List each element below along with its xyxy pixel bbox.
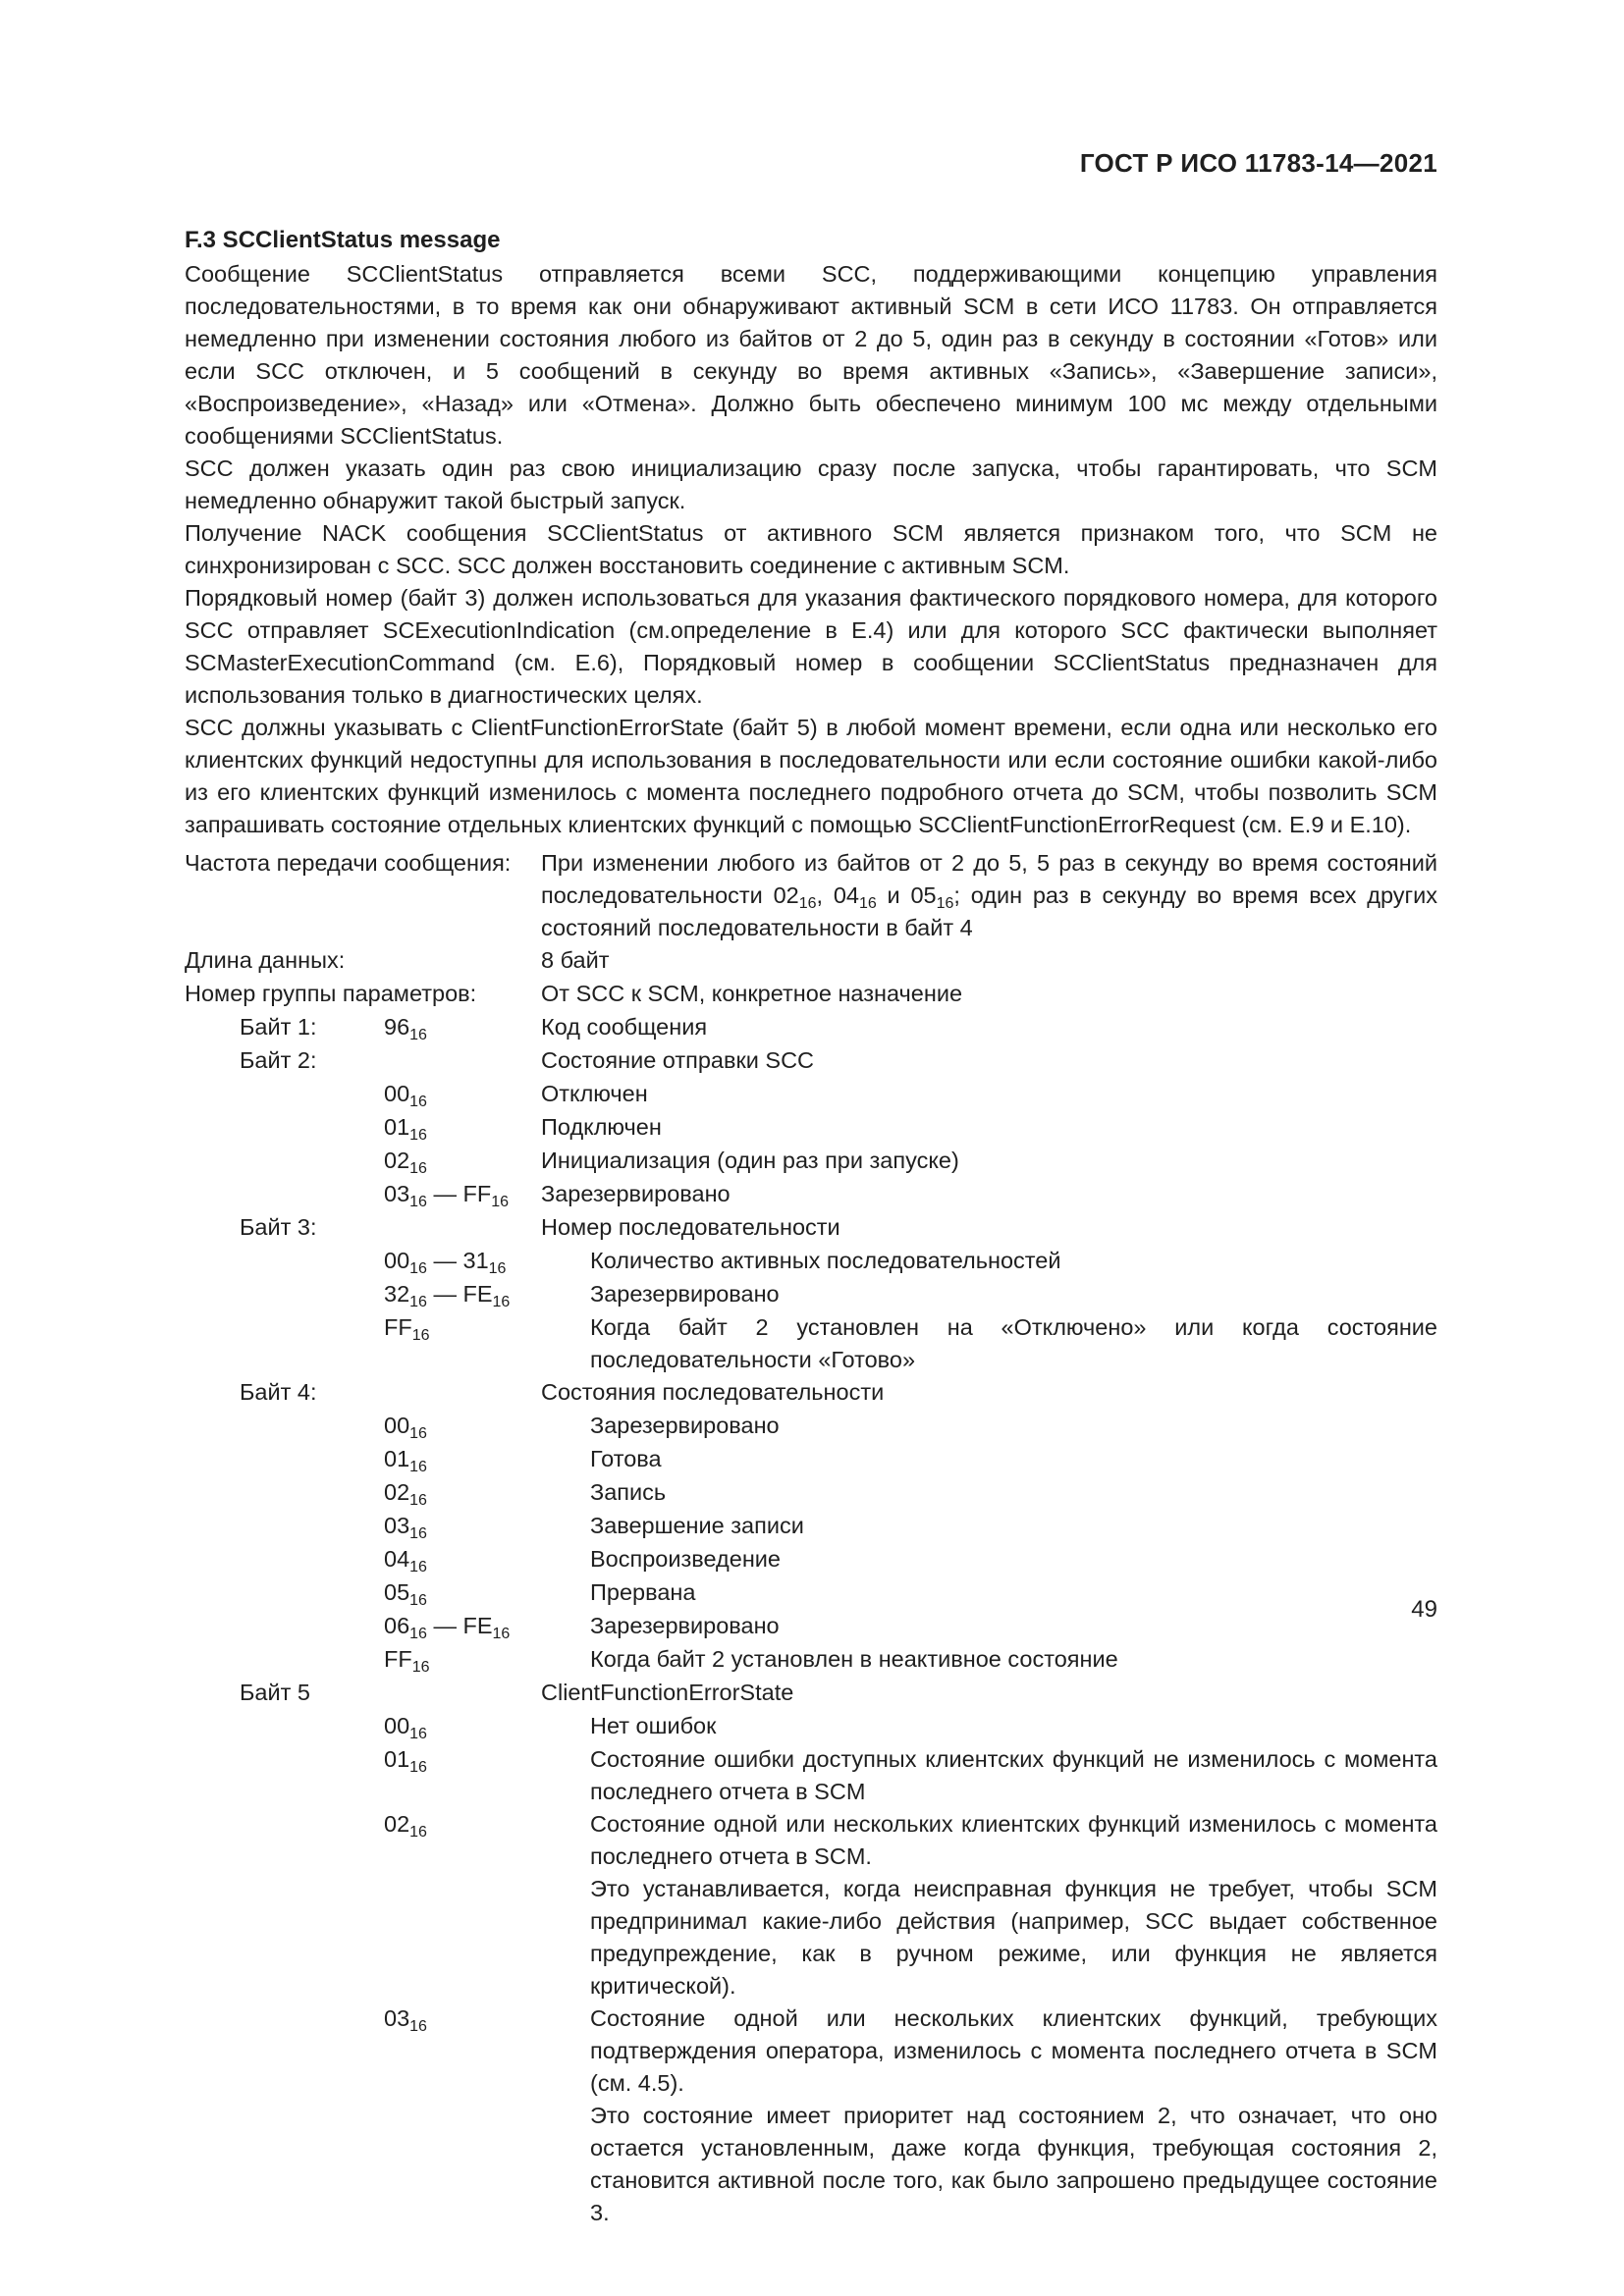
- byte5-row: [185, 1677, 1437, 1710]
- byte1-code: $96_{16}$: [384, 1014, 427, 1043]
- byte2-row: [185, 1044, 1437, 1078]
- byte4-row: [185, 1376, 1437, 1410]
- byte2-title: Состояние отправки SCC: [541, 1047, 815, 1073]
- byte5-value: Нет ошибок: [590, 1713, 717, 1738]
- byte3-code: $FF_{16}$: [384, 1314, 430, 1344]
- byte4-value: Запись: [590, 1479, 667, 1505]
- byte5-title: ClientFunctionErrorState: [541, 1680, 794, 1705]
- byte2-code-range: $03_{16}$ — $FF_{16}$: [384, 1181, 510, 1210]
- byte4-item: [185, 1643, 1437, 1677]
- section-title: F.3 SCClientStatus message: [185, 227, 501, 253]
- byte5-item: [185, 2002, 1437, 2229]
- byte4-value: Завершение записи: [590, 1513, 804, 1538]
- byte4-title: Состояния последовательности: [541, 1379, 885, 1405]
- page-number: 49: [1411, 1596, 1437, 1623]
- byte2-code: $02_{16}$: [384, 1148, 427, 1177]
- paragraph-1-text: Сообщение SCClientStatus отправляется всеми SCC, поддерживающими концепцию управления последовательностями, в то время как они обнаруживают активный SCM в сети ИСО 11783. Он отправляется немедленно при изменении состояния любого из байтов от 2 до 5, один раз в секунду в состоянии «Готов» или если SCC отключен, и 5 сообщений в секунду во время активных «Запись», «Завершение записи», «Воспроизведение», «Назад» или «Отмена». Должно быть обеспечено минимум 100 мс между отдельными сообщениями SCClientStatus.: [185, 261, 1437, 449]
- byte2-item: [185, 1178, 1437, 1211]
- byte2-value: Отключен: [541, 1081, 648, 1106]
- byte4-code: $01_{16}$: [384, 1446, 427, 1475]
- paragraph-2-text: SCC должен указать один раз свою инициализацию сразу после запуска, чтобы гарантировать, что SCM немедленно обнаружит такой быстрый запуск.: [185, 455, 1437, 513]
- byte3-title: Номер последовательности: [541, 1214, 840, 1240]
- byte4-value: Зарезервировано: [590, 1413, 780, 1438]
- byte4-label: Байт 4:: [240, 1379, 317, 1405]
- paragraph-4: [185, 582, 1437, 712]
- byte5-item: [185, 1710, 1437, 1743]
- byte2-label: Байт 2:: [240, 1047, 317, 1073]
- byte4-value: Готова: [590, 1446, 662, 1471]
- byte1-row: [185, 1011, 1437, 1044]
- paragraph-2: [185, 453, 1437, 517]
- byte3-value: Количество активных последовательностей: [590, 1248, 1061, 1273]
- byte4-item: [185, 1443, 1437, 1476]
- byte2-code: $00_{16}$: [384, 1081, 427, 1110]
- byte5-code: $00_{16}$: [384, 1713, 427, 1742]
- byte3-value: Когда байт 2 установлен на «Отключено» или когда состояние последовательности «Готово»: [590, 1314, 1437, 1372]
- byte3-item: [185, 1278, 1437, 1311]
- byte4-item: [185, 1610, 1437, 1643]
- byte4-item: [185, 1543, 1437, 1576]
- paragraph-4-text: Порядковый номер (байт 3) должен использоваться для указания фактического порядкового номера, для которого SCC отправляет SCExecutionIndication (см.определение в E.4) или для которого SCC фактически выполняет SCMasterExecutionCommand (см. E.6), Порядковый номер в сообщении SCClientStatus предназначен для использования только в диагностических целях.: [185, 585, 1437, 708]
- byte2-item: [185, 1078, 1437, 1111]
- paragraph-5: [185, 712, 1437, 841]
- byte3-code-range: $00_{16}$ — $31_{16}$: [384, 1248, 507, 1277]
- byte5-value: Состояние одной или нескольких клиентских функций изменилось с момента последнего отчета в SCM.: [590, 1811, 1437, 1869]
- byte5-value: Состояние одной или нескольких клиентских функций, требующих подтверждения оператора, изменилось с момента последнего отчета в SCM (см. 4.5).: [590, 2005, 1437, 2096]
- byte2-value: Подключен: [541, 1114, 662, 1140]
- byte4-code: $03_{16}$: [384, 1513, 427, 1542]
- byte4-value: Воспроизведение: [590, 1546, 781, 1572]
- byte5-code: $02_{16}$: [384, 1811, 427, 1841]
- document-id-header: ГОСТ Р ИСО 11783-14—2021: [1079, 148, 1437, 178]
- data-length-row: [185, 944, 1437, 978]
- byte1-value: Код сообщения: [541, 1014, 708, 1040]
- data-length-value: 8 байт: [541, 947, 610, 973]
- tx-rate-row: [185, 847, 1437, 944]
- byte5-code: $01_{16}$: [384, 1746, 427, 1776]
- paragraph-5-text: SCC должны указывать с ClientFunctionErrorState (байт 5) в любой момент времени, если одна или несколько его клиентских функций недоступны для использования в последовательности или если состояние ошибки какой-либо из его клиентских функций изменилось с момента последнего подробного отчета до SCM, чтобы позволить SCM запрашивать состояние отдельных клиентских функций с помощью SCClientFunctionErrorRequest (см. E.9 и E.10).: [185, 715, 1437, 837]
- tx-rate-value: При изменении любого из байтов от 2 до 5, 5 раз в секунду во время состояний последовательности $02_{16}$, $04_{16}$ и $05_{16}$; один раз в секунду во время всех других состояний последовательности в байт 4: [541, 850, 1437, 940]
- pgn-row: [185, 978, 1437, 1011]
- byte4-item: [185, 1510, 1437, 1543]
- byte2-code: $01_{16}$: [384, 1114, 427, 1144]
- byte3-item: [185, 1245, 1437, 1278]
- byte4-code-range: $06_{16}$ — $FE_{16}$: [384, 1613, 511, 1642]
- byte5-note: Это состояние имеет приоритет над состоянием 2, что означает, что оно остается установленным, даже когда функция, требующая состояния 2, становится активной после того, как было запрошено предыдущее состояние 3.: [590, 2103, 1437, 2225]
- byte4-code: $05_{16}$: [384, 1579, 427, 1609]
- paragraph-1: [185, 258, 1437, 453]
- byte1-label: Байт 1:: [240, 1014, 317, 1040]
- paragraph-3: [185, 517, 1437, 582]
- byte4-item: [185, 1576, 1437, 1610]
- byte5-label: Байт 5: [240, 1680, 310, 1705]
- byte3-code-range: $32_{16}$ — $FE_{16}$: [384, 1281, 511, 1310]
- tx-rate-label: Частота передачи сообщения:: [185, 850, 512, 876]
- byte4-item: [185, 1476, 1437, 1510]
- pgn-label: Номер группы параметров:: [185, 981, 477, 1006]
- byte2-item: [185, 1111, 1437, 1145]
- paragraph-3-text: Получение NACK сообщения SCClientStatus от активного SCM является признаком того, что SCM не синхронизирован с SCC. SCC должен восстановить соединение с активным SCM.: [185, 520, 1437, 578]
- content-area: [185, 224, 1437, 2229]
- byte2-item: [185, 1145, 1437, 1178]
- byte4-code: $02_{16}$: [384, 1479, 427, 1509]
- byte5-item: [185, 1808, 1437, 2002]
- byte5-value: Состояние ошибки доступных клиентских функций не изменилось с момента последнего отчета в SCM: [590, 1746, 1437, 1804]
- byte4-code: $04_{16}$: [384, 1546, 427, 1575]
- byte3-label: Байт 3:: [240, 1214, 317, 1240]
- data-length-label: Длина данных:: [185, 947, 346, 973]
- byte2-value: Зарезервировано: [541, 1181, 731, 1206]
- byte3-value: Зарезервировано: [590, 1281, 780, 1307]
- byte3-row: [185, 1211, 1437, 1245]
- byte4-item: [185, 1410, 1437, 1443]
- byte4-code: $00_{16}$: [384, 1413, 427, 1442]
- byte5-item: [185, 1743, 1437, 1808]
- byte2-value: Инициализация (один раз при запуске): [541, 1148, 959, 1173]
- byte3-item: [185, 1311, 1437, 1376]
- byte4-value: Зарезервировано: [590, 1613, 780, 1638]
- pgn-value: От SCC к SCM, конкретное назначение: [541, 981, 963, 1006]
- byte4-value: Прервана: [590, 1579, 696, 1605]
- byte5-code: $03_{16}$: [384, 2005, 427, 2035]
- byte4-value: Когда байт 2 установлен в неактивное состояние: [590, 1646, 1118, 1672]
- byte4-code: $FF_{16}$: [384, 1646, 430, 1676]
- byte5-note: Это устанавливается, когда неисправная функция не требует, чтобы SCM предпринимал какие-либо действия (например, SCC выдает собственное предупреждение, как в ручном режиме, или функция не является критической).: [590, 1876, 1437, 1999]
